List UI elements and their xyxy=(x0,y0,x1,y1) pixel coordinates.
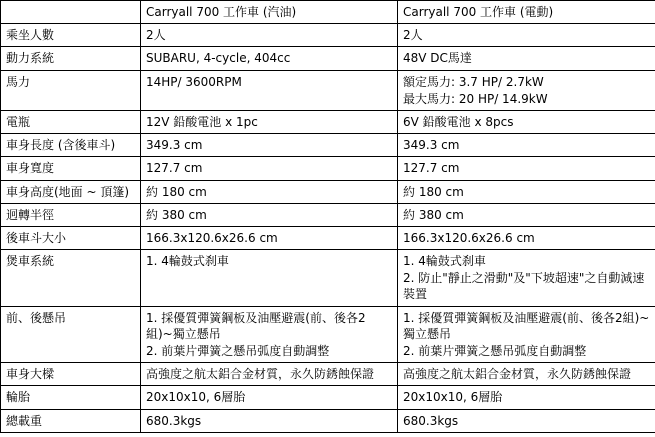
header-col1: Carryall 700 工作車 (汽油) xyxy=(141,1,398,24)
value-line: 20x10x10, 6層胎 xyxy=(403,390,503,405)
value-line: 2. 防止"靜止之滑動"及"下坡超速"之自動減速裝置 xyxy=(403,271,645,302)
row-value-1 xyxy=(141,409,398,432)
value-line: 1. 4輪鼓式刹車 xyxy=(403,254,486,269)
value-line: 127.7 cm xyxy=(403,161,460,176)
row-label: 車身寬度 xyxy=(1,157,141,180)
row-label: 煲車系統 xyxy=(1,250,141,307)
value-line: 680.3kgs xyxy=(146,413,202,428)
value-line: 2人 xyxy=(403,28,423,43)
row-value-2 xyxy=(398,47,655,70)
table-row xyxy=(1,134,655,157)
row-value-1 xyxy=(141,24,398,47)
value-line: 額定馬力: 3.7 HP/ 2.7kW xyxy=(403,74,544,89)
row-label: 後車斗大小 xyxy=(1,226,141,249)
row-label: 迥轉半徑 xyxy=(1,203,141,226)
table-row xyxy=(1,180,655,203)
value-line: 1. 4輪鼓式刹車 xyxy=(146,254,229,269)
table-header xyxy=(1,1,655,24)
value-line: 12V 鉛酸電池 x 1pc xyxy=(146,114,258,129)
row-value-1 xyxy=(141,250,398,307)
value-line: 2人 xyxy=(146,28,166,43)
table-row xyxy=(1,250,655,307)
row-value-2 xyxy=(398,250,655,307)
table-body xyxy=(1,24,655,433)
row-value-1 xyxy=(141,110,398,133)
row-label: 電瓶 xyxy=(1,110,141,133)
row-value-2 xyxy=(398,409,655,432)
row-label: 總載重 xyxy=(1,409,141,432)
row-value-1 xyxy=(141,363,398,386)
value-line: 48V DC馬達 xyxy=(403,51,472,66)
table-row xyxy=(1,203,655,226)
value-line: 14HP/ 3600RPM xyxy=(146,74,242,89)
table-row xyxy=(1,409,655,432)
row-value-1 xyxy=(141,47,398,70)
row-label: 前、後懸吊 xyxy=(1,306,141,363)
table-row xyxy=(1,386,655,409)
row-value-2 xyxy=(398,157,655,180)
value-line: 1. 採優質彈簧鋼板及油壓避震(前、後各2組)~獨立懸吊 xyxy=(146,310,366,341)
table-row xyxy=(1,47,655,70)
value-line: 680.3kgs xyxy=(403,413,459,428)
value-line: 約 380 cm xyxy=(403,207,464,222)
value-line: 最大馬力: 20 HP/ 14.9kW xyxy=(403,91,548,106)
row-value-1 xyxy=(141,70,398,110)
row-value-2 xyxy=(398,386,655,409)
table-row xyxy=(1,110,655,133)
value-line: 2. 前葉片彈簧之懸吊弧度自動調整 xyxy=(146,344,330,358)
row-label: 車身大樑 xyxy=(1,363,141,386)
row-value-2 xyxy=(398,24,655,47)
row-label: 車身長度 (含後車斗) xyxy=(1,134,141,157)
row-value-2 xyxy=(398,226,655,249)
row-value-2 xyxy=(398,203,655,226)
value-line: 1. 採優質彈簧鋼板及油壓避震(前、後各2組)~獨立懸吊 xyxy=(403,310,650,341)
row-value-2 xyxy=(398,363,655,386)
value-line: 127.7 cm xyxy=(146,161,203,176)
row-value-1 xyxy=(141,306,398,363)
row-value-1 xyxy=(141,386,398,409)
row-label: 馬力 xyxy=(1,70,141,110)
value-line: 約 180 cm xyxy=(403,184,464,199)
table-row xyxy=(1,363,655,386)
table-row xyxy=(1,306,655,363)
row-label: 輪胎 xyxy=(1,386,141,409)
row-value-2 xyxy=(398,180,655,203)
row-value-1 xyxy=(141,180,398,203)
value-line: 349.3 cm xyxy=(146,138,203,153)
value-line: 166.3x120.6x26.6 cm xyxy=(403,230,535,245)
value-line: 349.3 cm xyxy=(403,138,460,153)
table-row xyxy=(1,70,655,110)
value-line: 20x10x10, 6層胎 xyxy=(146,390,246,405)
header-label-cell xyxy=(1,1,141,24)
value-line: SUBARU, 4-cycle, 404cc xyxy=(146,51,291,66)
header-row xyxy=(1,1,655,24)
value-line: 2. 前葉片彈簧之懸吊弧度自動調整 xyxy=(403,344,587,358)
value-line: 約 180 cm xyxy=(146,184,207,199)
header-col2: Carryall 700 工作車 (電動) xyxy=(398,1,655,24)
row-label: 動力系統 xyxy=(1,47,141,70)
row-value-1 xyxy=(141,157,398,180)
value-line: 高強度之航太鋁合金材質，永久防銹蝕保證 xyxy=(403,367,632,382)
row-label: 乘坐人數 xyxy=(1,24,141,47)
table-row xyxy=(1,226,655,249)
table-row xyxy=(1,157,655,180)
row-value-2 xyxy=(398,70,655,110)
value-line: 166.3x120.6x26.6 cm xyxy=(146,230,278,245)
row-value-2 xyxy=(398,134,655,157)
row-value-1 xyxy=(141,203,398,226)
value-line: 6V 鉛酸電池 x 8pcs xyxy=(403,114,514,129)
table-row xyxy=(1,24,655,47)
row-value-1 xyxy=(141,226,398,249)
row-value-2 xyxy=(398,306,655,363)
row-value-2 xyxy=(398,110,655,133)
row-value-1 xyxy=(141,134,398,157)
value-line: 高強度之航太鋁合金材質，永久防銹蝕保證 xyxy=(146,367,375,382)
value-line: 約 380 cm xyxy=(146,207,207,222)
row-label: 車身高度(地面 ~ 頂篷) xyxy=(1,180,141,203)
